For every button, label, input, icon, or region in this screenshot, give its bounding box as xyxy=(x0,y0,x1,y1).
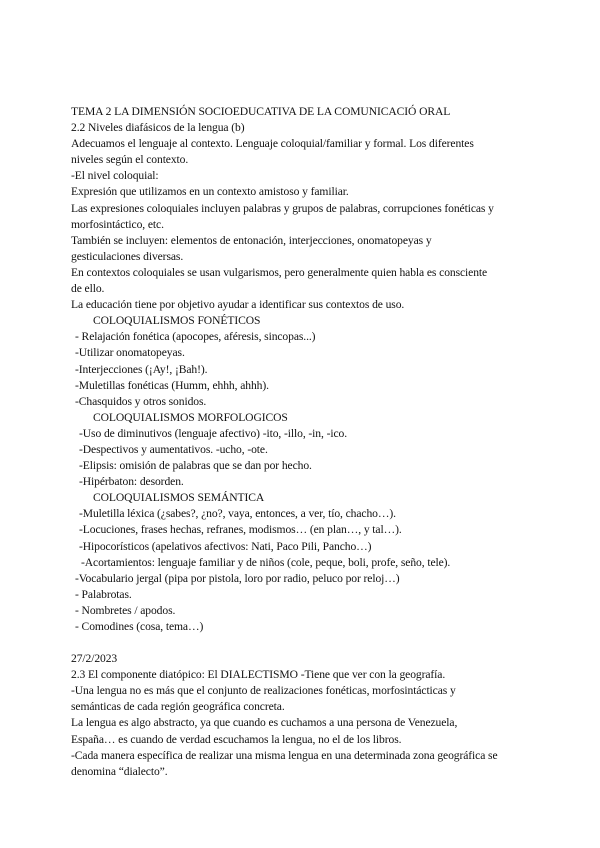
list-item: - Comodines (cosa, tema…) xyxy=(75,620,204,633)
list-item: -Hipérbaton: desorden. xyxy=(79,475,184,489)
document-title: TEMA 2 LA DIMENSIÓN SOCIOEDUCATIVA DE LA COMUNICACIÓ ORAL xyxy=(71,105,451,118)
list-item: - Palabrotas. xyxy=(75,587,132,601)
paragraph-line: Las expresiones coloquiales incluyen palabras y grupos de palabras, corrupciones fonéticas y xyxy=(71,201,494,215)
paragraph-line: denomina “dialecto”. xyxy=(71,764,168,778)
list-item: -Elipsis: omisión de palabras que se dan por hecho. xyxy=(79,459,312,473)
paragraph-spacer xyxy=(71,635,541,651)
section-heading: 2.3 El componente diatópico: El DIALECTISMO -Tiene que ver con la geografía. xyxy=(71,668,446,682)
list-item: - Nombretes / apodos. xyxy=(75,603,176,617)
paragraph-line: También se incluyen: elementos de entonación, interjecciones, onomatopeyas y xyxy=(71,233,432,247)
section-heading: 2.2 Niveles diafásicos de la lengua (b) xyxy=(71,121,245,135)
list-item: -Hipocorísticos (apelativos afectivos: Nati, Paco Pili, Pancho…) xyxy=(79,539,372,553)
paragraph-line: Expresión que utilizamos en un contexto amistoso y familiar. xyxy=(71,185,349,199)
paragraph-line: -Una lengua no es más que el conjunto de realizaciones fonéticas, morfosintácticas y xyxy=(71,684,456,698)
paragraph-line: -El nivel coloquial: xyxy=(71,169,159,183)
paragraph-line: gesticulaciones diversas. xyxy=(71,249,184,263)
subheading-semantica: COLOQUIALISMOS SEMÁNTICA xyxy=(93,491,265,505)
list-item: -Vocabulario jergal (pipa por pistola, loro por radio, peluco por reloj…) xyxy=(75,571,400,585)
list-item: -Uso de diminutivos (lenguaje afectivo) -ito, -illo, -in, -ico. xyxy=(79,426,348,440)
paragraph-line: -Cada manera específica de realizar una misma lengua en una determinada zona geográfica se xyxy=(71,748,498,762)
document-body xyxy=(71,104,541,780)
list-item: -Interjecciones (¡Ay!, ¡Bah!). xyxy=(75,362,208,376)
list-item: -Acortamientos: lenguaje familiar y de niños (cole, peque, boli, profe, seño, tele). xyxy=(81,555,451,569)
list-item: -Chasquidos y otros sonidos. xyxy=(75,394,207,408)
paragraph-line: La educación tiene por objetivo ayudar a identificar sus contextos de uso. xyxy=(71,298,405,312)
paragraph-line: niveles según el contexto. xyxy=(71,153,189,167)
paragraph-line: España… es cuando de verdad escuchamos la lengua, no el de los libros. xyxy=(71,732,402,746)
list-item: -Despectivos y aumentativos. -ucho, -ote. xyxy=(79,442,268,456)
paragraph-line: En contextos coloquiales se usan vulgarismos, pero generalmente quien habla es consciente xyxy=(71,265,488,279)
paragraph-line: La lengua es algo abstracto, ya que cuando es cuchamos a una persona de Venezuela, xyxy=(71,716,458,730)
paragraph-line: de ello. xyxy=(71,282,105,296)
paragraph-line: semánticas de cada región geográfica concreta. xyxy=(71,700,285,714)
date-heading: 27/2/2023 xyxy=(71,652,118,666)
list-item: -Utilizar onomatopeyas. xyxy=(75,346,185,360)
subheading-morfologicos: COLOQUIALISMOS MORFOLOGICOS xyxy=(93,410,288,424)
paragraph-line: Adecuamos el lenguaje al contexto. Lenguaje coloquial/familiar y formal. Los diferentes xyxy=(71,137,474,151)
list-item: - Relajación fonética (apocopes, aféresis, sincopas...) xyxy=(75,330,316,344)
subheading-foneticos: COLOQUIALISMOS FONÉTICOS xyxy=(93,314,261,328)
list-item: -Muletillas fonéticas (Humm, ehhh, ahhh). xyxy=(75,378,269,392)
paragraph-line: morfosintáctico, etc. xyxy=(71,217,164,231)
list-item: -Muletilla léxica (¿sabes?, ¿no?, vaya, entonces, a ver, tío, chacho…). xyxy=(79,507,396,521)
list-item: -Locuciones, frases hechas, refranes, modismos… (en plan…, y tal…). xyxy=(79,523,402,537)
